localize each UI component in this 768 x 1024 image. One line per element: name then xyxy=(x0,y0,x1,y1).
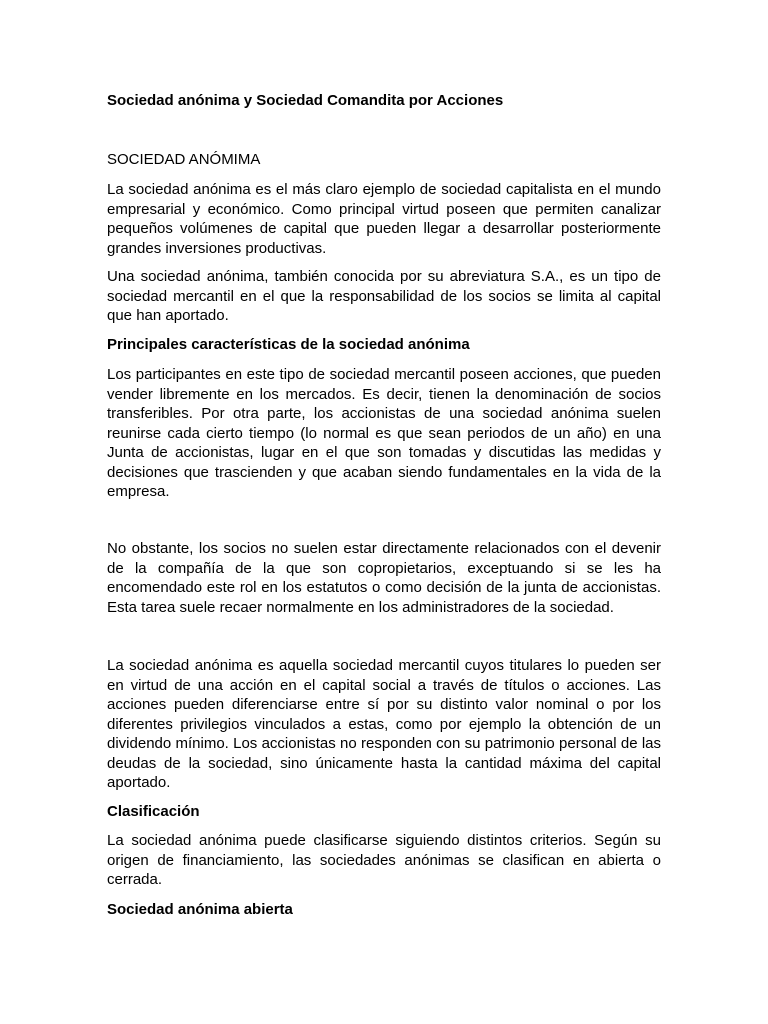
paragraph-intro: La sociedad anónima es el más claro ejemplo de sociedad capitalista en el mundo empresarial y económico. Como principal virtud poseen que permiten canalizar pequeños volúmenes de capital que pueden llegar a desarrollar posteriormente grandes inversiones productivas. xyxy=(107,181,661,257)
heading-classification: Clasificación xyxy=(107,803,200,820)
paragraph-classification: La sociedad anónima puede clasificarse siguiendo distintos criterios. Según su origen de financiamiento, las sociedades anónimas se clasifican en abierta o cerrada. xyxy=(107,832,661,888)
paragraph-shares: La sociedad anónima es aquella sociedad mercantil cuyos titulares lo pueden ser en virtud de una acción en el capital social a través de títulos o acciones. Las acciones pueden diferenciarse entre sí por su distinto valor nominal o por los diferentes privilegios vinculados a estas, como por ejemplo la obtención de un dividendo mínimo. Los accionistas no responden con su patrimonio personal de las deudas de la sociedad, sino únicamente hasta la cantidad máxima del capital aportado. xyxy=(107,657,661,791)
paragraph-definition: Una sociedad anónima, también conocida por su abreviatura S.A., es un tipo de sociedad mercantil en el que la responsabilidad de los socios se limita al capital que han aportado. xyxy=(107,268,661,324)
heading-characteristics: Principales características de la sociedad anónima xyxy=(107,336,470,353)
paragraph-partners: No obstante, los socios no suelen estar directamente relacionados con el devenir de la compañía de la que son copropietarios, exceptuando si se les ha encomendado este rol en los estatutos o como decisión de la junta de accionistas. Esta tarea suele recaer normalmente en los administradores de la sociedad. xyxy=(107,540,661,616)
paragraph-characteristics: Los participantes en este tipo de sociedad mercantil poseen acciones, que pueden vender libremente en los mercados. Es decir, tienen la denominación de socios transferibles. Por otra parte, los accionistas de una sociedad anónima suelen reunirse cada cierto tiempo (lo normal es que sean periodos de un año) en una Junta de accionistas, lugar en el que son tomadas y discutidas las medidas y decisiones que trascienden y que acaban siendo fundamentales en la vida de la empresa. xyxy=(107,366,661,500)
document-title: Sociedad anónima y Sociedad Comandita por Acciones xyxy=(107,92,504,109)
heading-open-company: Sociedad anónima abierta xyxy=(107,901,293,918)
section-title: SOCIEDAD ANÓMIMA xyxy=(107,151,261,168)
